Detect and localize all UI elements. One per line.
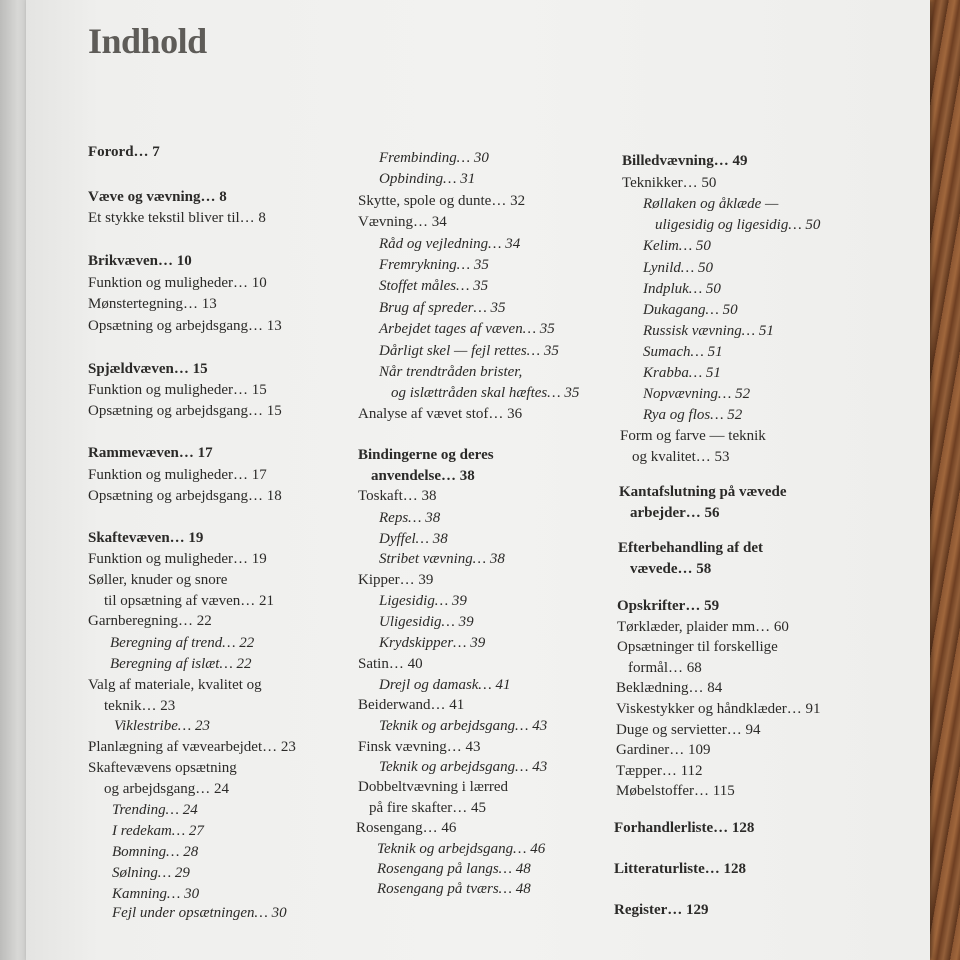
toc-entry: Duge og servietter… 94 — [616, 722, 761, 738]
toc-entry: Opsætning og arbejdsgang… 18 — [88, 488, 282, 504]
toc-subentry: Reps… 38 — [379, 510, 441, 526]
toc-entry: Viskestykker og håndklæder… 91 — [616, 701, 821, 717]
toc-entry-forhandlerliste: Forhandlerliste… 128 — [614, 820, 755, 836]
toc-subentry: Beregning af islæt… 22 — [110, 656, 252, 672]
toc-subentry: Stoffet måles… 35 — [379, 278, 489, 294]
toc-subentry: Kelim… 50 — [643, 238, 711, 254]
toc-entry: Kipper… 39 — [358, 572, 434, 588]
toc-subentry: Dårligt skel — fejl rettes… 35 — [379, 343, 559, 359]
toc-subentry: Fremrykning… 35 — [379, 257, 489, 273]
toc-entry: Valg af materiale, kvalitet og — [88, 677, 262, 693]
toc-subentry: Frembinding… 30 — [379, 150, 489, 166]
toc-subentry: Arbejdet tages af væven… 35 — [379, 321, 555, 337]
toc-entry: Et stykke tekstil bliver til… 8 — [88, 210, 266, 226]
toc-subentry: Brug af spreder… 35 — [379, 300, 506, 316]
toc-subentry: Fejl under opsætningen… 30 — [112, 905, 287, 921]
toc-subentry: Bomning… 28 — [112, 844, 199, 860]
toc-entry: Teknikker… 50 — [622, 175, 717, 191]
toc-entry-rammevaeven: Rammevæven… 17 — [88, 445, 213, 461]
toc-subentry: Ligesidig… 39 — [379, 593, 467, 609]
toc-entry: Opsætninger til forskellige — [617, 639, 778, 655]
toc-entry-continuation: vævede… 58 — [630, 561, 712, 577]
toc-entry-brikvaeven: Brikvæven… 10 — [88, 253, 192, 269]
toc-subentry: Uligesidig… 39 — [379, 614, 474, 630]
toc-subentry: Rya og flos… 52 — [643, 407, 743, 423]
toc-subentry: Dukagang… 50 — [643, 302, 738, 318]
toc-entry: Planlægning af vævearbejdet… 23 — [88, 739, 296, 755]
toc-entry-continuation: anvendelse… 38 — [371, 468, 475, 484]
toc-entry: Garnberegning… 22 — [88, 613, 212, 629]
toc-subentry: Dyffel… 38 — [379, 531, 448, 547]
toc-subentry-continuation: og islættråden skal hæftes… 35 — [391, 385, 580, 401]
toc-entry: Beklædning… 84 — [616, 680, 723, 696]
toc-subentry: Lynild… 50 — [643, 260, 713, 276]
toc-entry: Opsætning og arbejdsgang… 13 — [88, 318, 282, 334]
toc-entry: Funktion og muligheder… 17 — [88, 467, 267, 483]
toc-subentry: Russisk vævning… 51 — [643, 323, 774, 339]
toc-subentry: Krydskipper… 39 — [379, 635, 486, 651]
toc-entry: Mønstertegning… 13 — [88, 296, 217, 312]
toc-entry: Funktion og muligheder… 19 — [88, 551, 267, 567]
toc-entry: Analyse af vævet stof… 36 — [358, 406, 523, 422]
toc-entry: Satin… 40 — [358, 656, 423, 672]
toc-entry: Tæpper… 112 — [616, 763, 703, 779]
toc-entry: Funktion og muligheder… 10 — [88, 275, 267, 291]
toc-subentry: Teknik og arbejdsgang… 46 — [377, 841, 546, 857]
toc-subentry: Kamning… 30 — [112, 886, 200, 902]
toc-subentry: Krabba… 51 — [643, 365, 721, 381]
toc-subentry: Sølning… 29 — [112, 865, 190, 881]
toc-entry-continuation: teknik… 23 — [104, 698, 176, 714]
toc-entry: Skytte, spole og dunte… 32 — [358, 193, 526, 209]
toc-subentry: Råd og vejledning… 34 — [379, 236, 521, 252]
toc-entry-billedvaevning: Billedvævning… 49 — [622, 153, 748, 169]
toc-entry: Opsætning og arbejdsgang… 15 — [88, 403, 282, 419]
toc-subentry: Når trendtråden brister, — [379, 364, 523, 380]
toc-subentry: Teknik og arbejdsgang… 43 — [379, 718, 548, 734]
toc-entry-litteraturliste: Litteraturliste… 128 — [614, 861, 747, 877]
toc-entry-bindingerne: Bindingerne og deres — [358, 447, 494, 463]
toc-entry-forord: Forord… 7 — [88, 144, 160, 160]
toc-entry: Tørklæder, plaider mm… 60 — [617, 619, 789, 635]
toc-subentry: Viklestribe… 23 — [114, 718, 210, 734]
toc-subentry: Drejl og damask… 41 — [379, 677, 511, 693]
toc-subentry: Trending… 24 — [112, 802, 198, 818]
toc-entry-continuation: på fire skafter… 45 — [369, 800, 487, 816]
toc-entry-continuation: arbejder… 56 — [630, 505, 720, 521]
toc-entry-spjaeldvaeven: Spjældvæven… 15 — [88, 361, 208, 377]
toc-entry: Møbelstoffer… 115 — [616, 783, 735, 799]
toc-entry: Form og farve — teknik — [620, 428, 766, 444]
toc-subentry: Indpluk… 50 — [643, 281, 721, 297]
toc-subentry: Stribet vævning… 38 — [379, 551, 505, 567]
toc-entry-efterbehandling: Efterbehandling af det — [618, 540, 764, 556]
toc-entry: Vævning… 34 — [358, 214, 447, 230]
toc-entry: Beiderwand… 41 — [358, 697, 465, 713]
toc-entry: Skaftevævens opsætning — [88, 760, 237, 776]
toc-entry: Gardiner… 109 — [616, 742, 711, 758]
toc-subentry: Beregning af trend… 22 — [110, 635, 255, 651]
toc-entry-kantafslutning: Kantafslutning på vævede — [619, 484, 787, 500]
toc-entry: Finsk vævning… 43 — [358, 739, 481, 755]
toc-entry-continuation: og arbejdsgang… 24 — [104, 781, 229, 797]
toc-entry-continuation: og kvalitet… 53 — [632, 449, 730, 465]
toc-entry: Funktion og muligheder… 15 — [88, 382, 267, 398]
toc-subentry: Rosengang på langs… 48 — [377, 861, 531, 877]
toc-subentry: Rosengang på tværs… 48 — [377, 881, 531, 897]
toc-entry: Dobbeltvævning i lærred — [358, 779, 508, 795]
toc-subentry: Teknik og arbejdsgang… 43 — [379, 759, 548, 775]
toc-subentry: Nopvævning… 52 — [643, 386, 751, 402]
toc-entry-continuation: til opsætning af væven… 21 — [104, 593, 274, 609]
toc-entry-continuation: formål… 68 — [628, 660, 702, 676]
toc-subentry-continuation: uligesidig og ligesidig… 50 — [655, 217, 821, 233]
toc-entry-register: Register… 129 — [614, 902, 709, 918]
toc-entry: Toskaft… 38 — [358, 488, 437, 504]
toc-entry: Søller, knuder og snore — [88, 572, 228, 588]
toc-subentry: Røllaken og åklæde — — [643, 196, 779, 212]
toc-subentry: Sumach… 51 — [643, 344, 723, 360]
toc-subentry: I redekam… 27 — [112, 823, 204, 839]
toc-entry-skaftevaeven: Skaftevæven… 19 — [88, 530, 204, 546]
toc-entry-vaeve-og-vaevning: Væve og vævning… 8 — [88, 189, 227, 205]
toc-subentry: Opbinding… 31 — [379, 171, 476, 187]
page-title: Indhold — [88, 21, 207, 61]
toc-entry: Rosengang… 46 — [356, 820, 457, 836]
toc-entry-opskrifter: Opskrifter… 59 — [617, 598, 720, 614]
